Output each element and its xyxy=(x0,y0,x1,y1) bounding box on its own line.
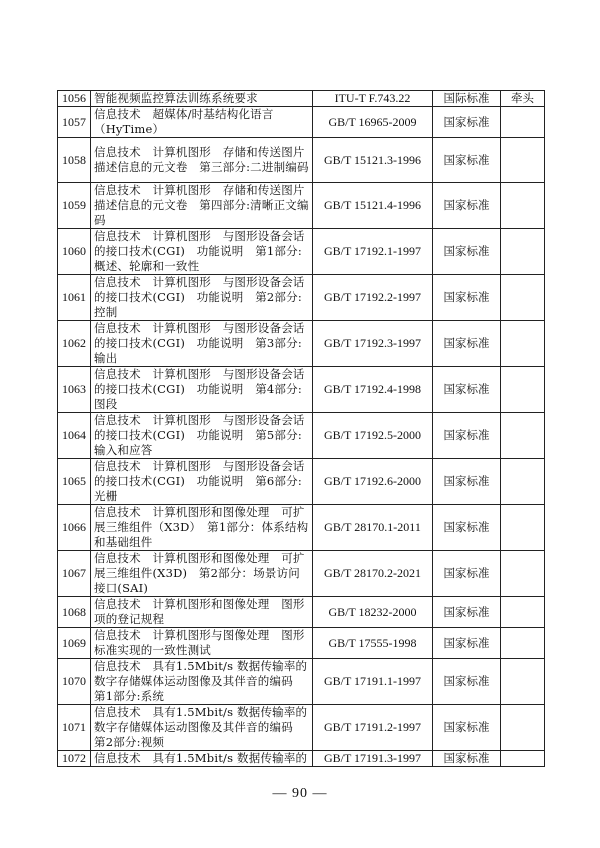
standard-name: 信息技术 具有1.5Mbit/s 数据传输率的数字存储媒体运动图像及其伴音的编码 第2部分:视频 xyxy=(91,705,313,751)
standard-type: 国家标准 xyxy=(433,321,501,367)
table-row xyxy=(58,459,545,505)
lead-role xyxy=(501,229,545,275)
lead-role: 牵头 xyxy=(501,91,545,107)
standard-code: GB/T 18232-2000 xyxy=(313,597,433,628)
row-number: 1056 xyxy=(58,91,91,107)
lead-role xyxy=(501,659,545,705)
table-row xyxy=(58,413,545,459)
table-row xyxy=(58,91,545,107)
standard-code: GB/T 17192.6-2000 xyxy=(313,459,433,505)
standard-type: 国际标准 xyxy=(433,91,501,107)
standard-code: GB/T 28170.1-2011 xyxy=(313,505,433,551)
row-number: 1066 xyxy=(58,505,91,551)
standard-code: ITU-T F.743.22 xyxy=(313,91,433,107)
row-number: 1070 xyxy=(58,659,91,705)
standard-name: 信息技术 计算机图形与图像处理 图形标准实现的一致性测试 xyxy=(91,628,313,659)
standard-code: GB/T 17191.2-1997 xyxy=(313,705,433,751)
standard-code: GB/T 17192.1-1997 xyxy=(313,229,433,275)
lead-role xyxy=(501,138,545,183)
row-number: 1057 xyxy=(58,107,91,138)
row-number: 1060 xyxy=(58,229,91,275)
standard-type: 国家标准 xyxy=(433,275,501,321)
table-row xyxy=(58,275,545,321)
lead-role xyxy=(501,505,545,551)
standard-code: GB/T 17191.1-1997 xyxy=(313,659,433,705)
lead-role xyxy=(501,628,545,659)
row-number: 1065 xyxy=(58,459,91,505)
standard-code: GB/T 17191.3-1997 xyxy=(313,751,433,767)
page-number: — 90 — xyxy=(272,786,328,801)
standard-name: 信息技术 计算机图形 与图形设备会话的接口技术(CGI) 功能说明 第6部分:光栅 xyxy=(91,459,313,505)
row-number: 1063 xyxy=(58,367,91,413)
row-number: 1067 xyxy=(58,551,91,597)
standard-code: GB/T 28170.2-2021 xyxy=(313,551,433,597)
lead-role xyxy=(501,551,545,597)
lead-role xyxy=(501,459,545,505)
lead-role xyxy=(501,705,545,751)
standard-code: GB/T 17192.4-1998 xyxy=(313,367,433,413)
row-number: 1071 xyxy=(58,705,91,751)
standard-type: 国家标准 xyxy=(433,628,501,659)
standard-code: GB/T 15121.3-1996 xyxy=(313,138,433,183)
row-number: 1058 xyxy=(58,138,91,183)
row-number: 1072 xyxy=(58,751,91,767)
standard-type: 国家标准 xyxy=(433,367,501,413)
standard-type: 国家标准 xyxy=(433,229,501,275)
standard-type: 国家标准 xyxy=(433,413,501,459)
lead-role xyxy=(501,751,545,767)
standard-code: GB/T 16965-2009 xyxy=(313,107,433,138)
standard-type: 国家标准 xyxy=(433,183,501,229)
table-row xyxy=(58,367,545,413)
table-row xyxy=(58,321,545,367)
row-number: 1069 xyxy=(58,628,91,659)
standard-type: 国家标准 xyxy=(433,551,501,597)
standard-name: 信息技术 计算机图形和图像处理 可扩展三维组件(X3D) 第2部分：场景访问接口(SAI) xyxy=(91,551,313,597)
lead-role xyxy=(501,321,545,367)
standard-name: 信息技术 计算机图形 与图形设备会话的接口技术(CGI) 功能说明 第2部分:控制 xyxy=(91,275,313,321)
table-row xyxy=(58,107,545,138)
table-row xyxy=(58,551,545,597)
standard-name: 信息技术 具有1.5Mbit/s 数据传输率的 xyxy=(91,751,313,767)
standard-name: 信息技术 计算机图形和图像处理 可扩展三维组件（X3D） 第1部分：体系结构和基础组件 xyxy=(91,505,313,551)
standard-type: 国家标准 xyxy=(433,138,501,183)
row-number: 1068 xyxy=(58,597,91,628)
lead-role xyxy=(501,107,545,138)
table-row xyxy=(58,229,545,275)
standard-name: 信息技术 计算机图形 存储和传送图片描述信息的元文卷 第四部分:清晰正文编码 xyxy=(91,183,313,229)
standard-type: 国家标准 xyxy=(433,459,501,505)
lead-role xyxy=(501,413,545,459)
table-row xyxy=(58,138,545,183)
standard-name: 信息技术 超媒体/时基结构化语言（HyTime） xyxy=(91,107,313,138)
standard-name: 信息技术 计算机图形 与图形设备会话的接口技术(CGI) 功能说明 第3部分:输出 xyxy=(91,321,313,367)
standard-code: GB/T 17555-1998 xyxy=(313,628,433,659)
lead-role xyxy=(501,367,545,413)
lead-role xyxy=(501,183,545,229)
standard-type: 国家标准 xyxy=(433,597,501,628)
table-row xyxy=(58,183,545,229)
standard-type: 国家标准 xyxy=(433,505,501,551)
standard-name: 信息技术 计算机图形和图像处理 图形项的登记规程 xyxy=(91,597,313,628)
table-row xyxy=(58,628,545,659)
row-number: 1061 xyxy=(58,275,91,321)
standard-name: 信息技术 计算机图形 与图形设备会话的接口技术(CGI) 功能说明 第5部分:输入和应答 xyxy=(91,413,313,459)
standard-code: GB/T 15121.4-1996 xyxy=(313,183,433,229)
standard-code: GB/T 17192.3-1997 xyxy=(313,321,433,367)
standards-table xyxy=(57,90,545,767)
standard-name: 信息技术 计算机图形 与图形设备会话的接口技术(CGI) 功能说明 第4部分:图段 xyxy=(91,367,313,413)
lead-role xyxy=(501,597,545,628)
standard-name: 智能视频监控算法训练系统要求 xyxy=(91,91,313,107)
table-row xyxy=(58,597,545,628)
standard-name: 信息技术 具有1.5Mbit/s 数据传输率的数字存储媒体运动图像及其伴音的编码 第1部分:系统 xyxy=(91,659,313,705)
standards-table-body xyxy=(58,91,545,767)
standard-type: 国家标准 xyxy=(433,659,501,705)
table-row xyxy=(58,505,545,551)
row-number: 1059 xyxy=(58,183,91,229)
lead-role xyxy=(501,275,545,321)
standard-type: 国家标准 xyxy=(433,751,501,767)
row-number: 1062 xyxy=(58,321,91,367)
standard-type: 国家标准 xyxy=(433,705,501,751)
table-row xyxy=(58,659,545,705)
standard-code: GB/T 17192.5-2000 xyxy=(313,413,433,459)
table-row xyxy=(58,705,545,751)
standard-name: 信息技术 计算机图形 存储和传送图片描述信息的元文卷 第三部分:二进制编码 xyxy=(91,138,313,183)
standard-code: GB/T 17192.2-1997 xyxy=(313,275,433,321)
standard-name: 信息技术 计算机图形 与图形设备会话的接口技术(CGI) 功能说明 第1部分:概述、轮廓和一致性 xyxy=(91,229,313,275)
standard-type: 国家标准 xyxy=(433,107,501,138)
table-row xyxy=(58,751,545,767)
row-number: 1064 xyxy=(58,413,91,459)
